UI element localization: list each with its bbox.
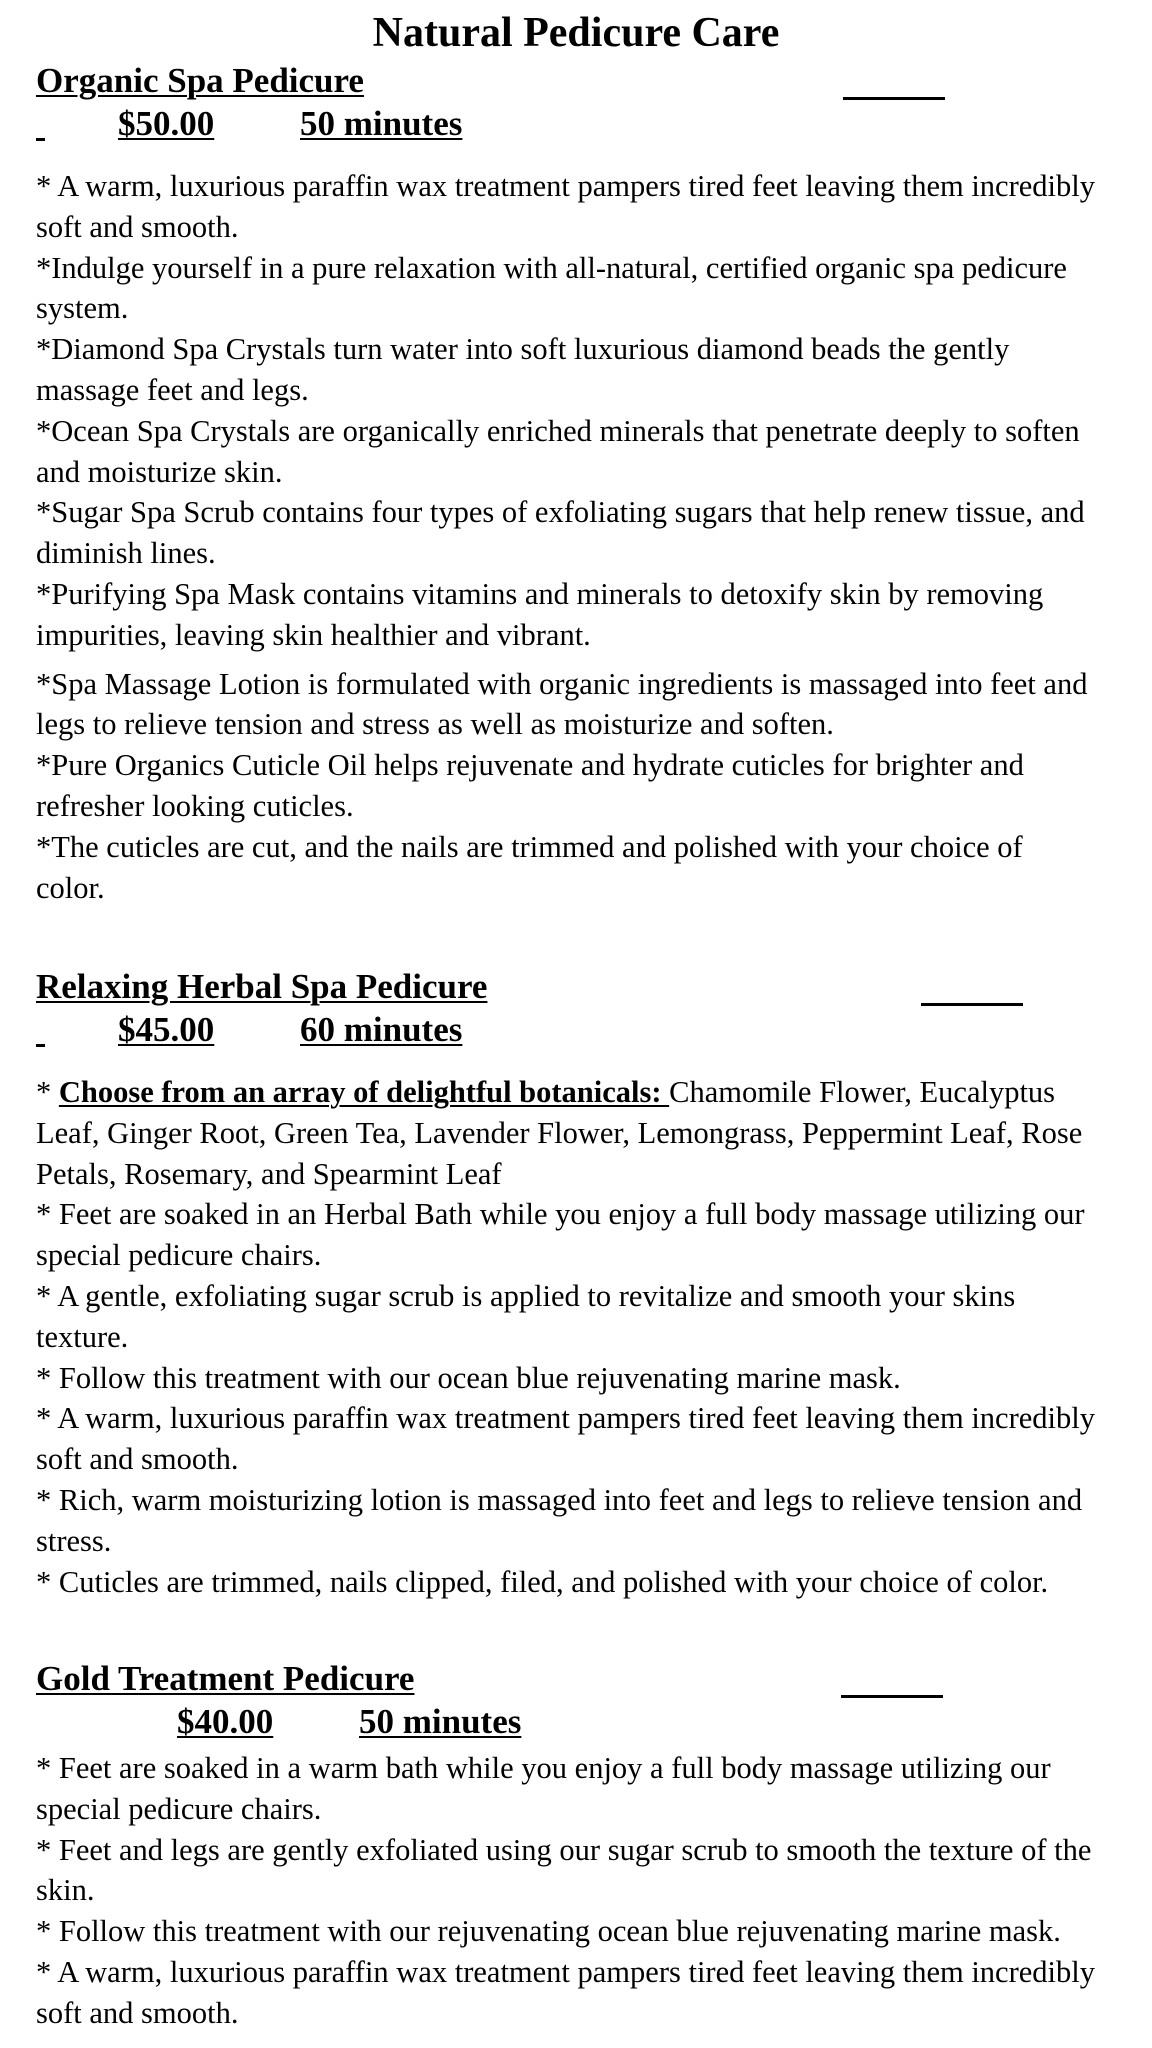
price-row bbox=[36, 1698, 1116, 1746]
service-heading bbox=[36, 62, 1116, 100]
price-row bbox=[36, 1006, 1116, 1054]
detail-item: *Pure Organics Cuticle Oil helps rejuvenate and hydrate cuticles for brighter and refresher looking cuticles. bbox=[36, 748, 1024, 823]
detail-item: *Indulge yourself in a pure relaxation with all-natural, certified organic spa pedicure system. bbox=[36, 250, 1067, 326]
service-heading bbox=[36, 968, 1116, 1006]
detail-item: *Purifying Spa Mask contains vitamins and minerals to detoxify skin by removing impurities, leaving skin healthier and vibrant. bbox=[36, 576, 1044, 652]
service-heading bbox=[36, 1660, 1116, 1698]
detail-item: * Follow this treatment with our ocean blue rejuvenating marine mask. bbox=[36, 1360, 901, 1395]
service-duration: 50 minutes bbox=[359, 1702, 522, 1741]
dash-mark bbox=[36, 138, 45, 141]
service-relaxing-herbal-spa-pedicure bbox=[36, 968, 1116, 1602]
dash-mark bbox=[36, 1044, 45, 1047]
detail-item: * Follow this treatment with our rejuvenating ocean blue rejuvenating marine mask. bbox=[36, 1914, 1061, 1949]
detail-item: *Spa Massage Lotion is formulated with organic ingredients is massaged into feet and legs to relieve tension and stress as well as moisturize and soften. bbox=[36, 666, 1088, 742]
detail-item: * A warm, luxurious paraffin wax treatment pampers tired feet leaving them incredibly soft and smooth. bbox=[36, 1954, 1095, 2030]
service-details bbox=[36, 166, 1096, 908]
service-price: $45.00 bbox=[118, 1010, 215, 1049]
detail-item: * A warm, luxurious paraffin wax treatment pampers tired feet leaving them incredibly soft and smooth. bbox=[36, 169, 1095, 244]
detail-item: *Sugar Spa Scrub contains four types of exfoliating sugars that help renew tissue, and diminish lines. bbox=[36, 495, 1085, 571]
detail-item: *Ocean Spa Crystals are organically enriched minerals that penetrate deeply to soften and moisturize skin. bbox=[36, 413, 1080, 489]
detail-item: * Feet are soaked in an Herbal Bath while you enjoy a full body massage utilizing our special pedicure chairs. bbox=[36, 1197, 1085, 1273]
service-gold-treatment-pedicure bbox=[36, 1660, 1116, 2034]
service-price: $50.00 bbox=[118, 104, 215, 143]
detail-item: * Feet and legs are gently exfoliated using our sugar scrub to smooth the texture of the skin. bbox=[36, 1832, 1092, 1908]
detail-item: * Feet are soaked in a warm bath while you enjoy a full body massage utilizing our special pedicure chairs. bbox=[36, 1751, 1051, 1826]
botanicals-item bbox=[36, 1072, 1096, 1194]
service-name: Relaxing Herbal Spa Pedicure bbox=[36, 967, 488, 1006]
price-row bbox=[36, 100, 1116, 148]
service-name: Organic Spa Pedicure bbox=[36, 61, 364, 100]
bullet-prefix: * bbox=[36, 1075, 59, 1109]
service-details bbox=[36, 1748, 1096, 2034]
service-duration: 60 minutes bbox=[300, 1010, 463, 1049]
detail-item: * Cuticles are trimmed, nails clipped, filed, and polished with your choice of color. bbox=[36, 1564, 1049, 1599]
page-title bbox=[0, 12, 1116, 54]
service-price: $40.00 bbox=[177, 1702, 274, 1741]
page-title-text: Natural Pedicure Care bbox=[372, 10, 780, 56]
detail-item: * Rich, warm moisturizing lotion is massaged into feet and legs to relieve tension and stress. bbox=[36, 1482, 1083, 1558]
botanicals-list: Chamomile Flower, Eucalyptus Leaf, Ginger Root, Green Tea, Lavender Flower, Lemongrass, Peppermint Leaf, Rose Petals, Rosemary, and Spearmint Leaf bbox=[36, 1075, 1083, 1191]
pedicure-menu-page bbox=[36, 0, 1116, 2030]
detail-item: *Diamond Spa Crystals turn water into soft luxurious diamond beads the gently massage feet and legs. bbox=[36, 332, 1010, 407]
service-details bbox=[36, 1072, 1096, 1602]
detail-item: * A gentle, exfoliating sugar scrub is applied to revitalize and smooth your skins texture. bbox=[36, 1278, 1016, 1354]
service-organic-spa-pedicure bbox=[36, 62, 1116, 908]
service-name: Gold Treatment Pedicure bbox=[36, 1659, 415, 1698]
detail-item: * A warm, luxurious paraffin wax treatment pampers tired feet leaving them incredibly soft and smooth. bbox=[36, 1401, 1095, 1477]
detail-item: *The cuticles are cut, and the nails are trimmed and polished with your choice of color. bbox=[36, 829, 1023, 905]
botanicals-label: Choose from an array of delightful botanicals: bbox=[58, 1075, 670, 1109]
service-duration: 50 minutes bbox=[300, 104, 463, 143]
